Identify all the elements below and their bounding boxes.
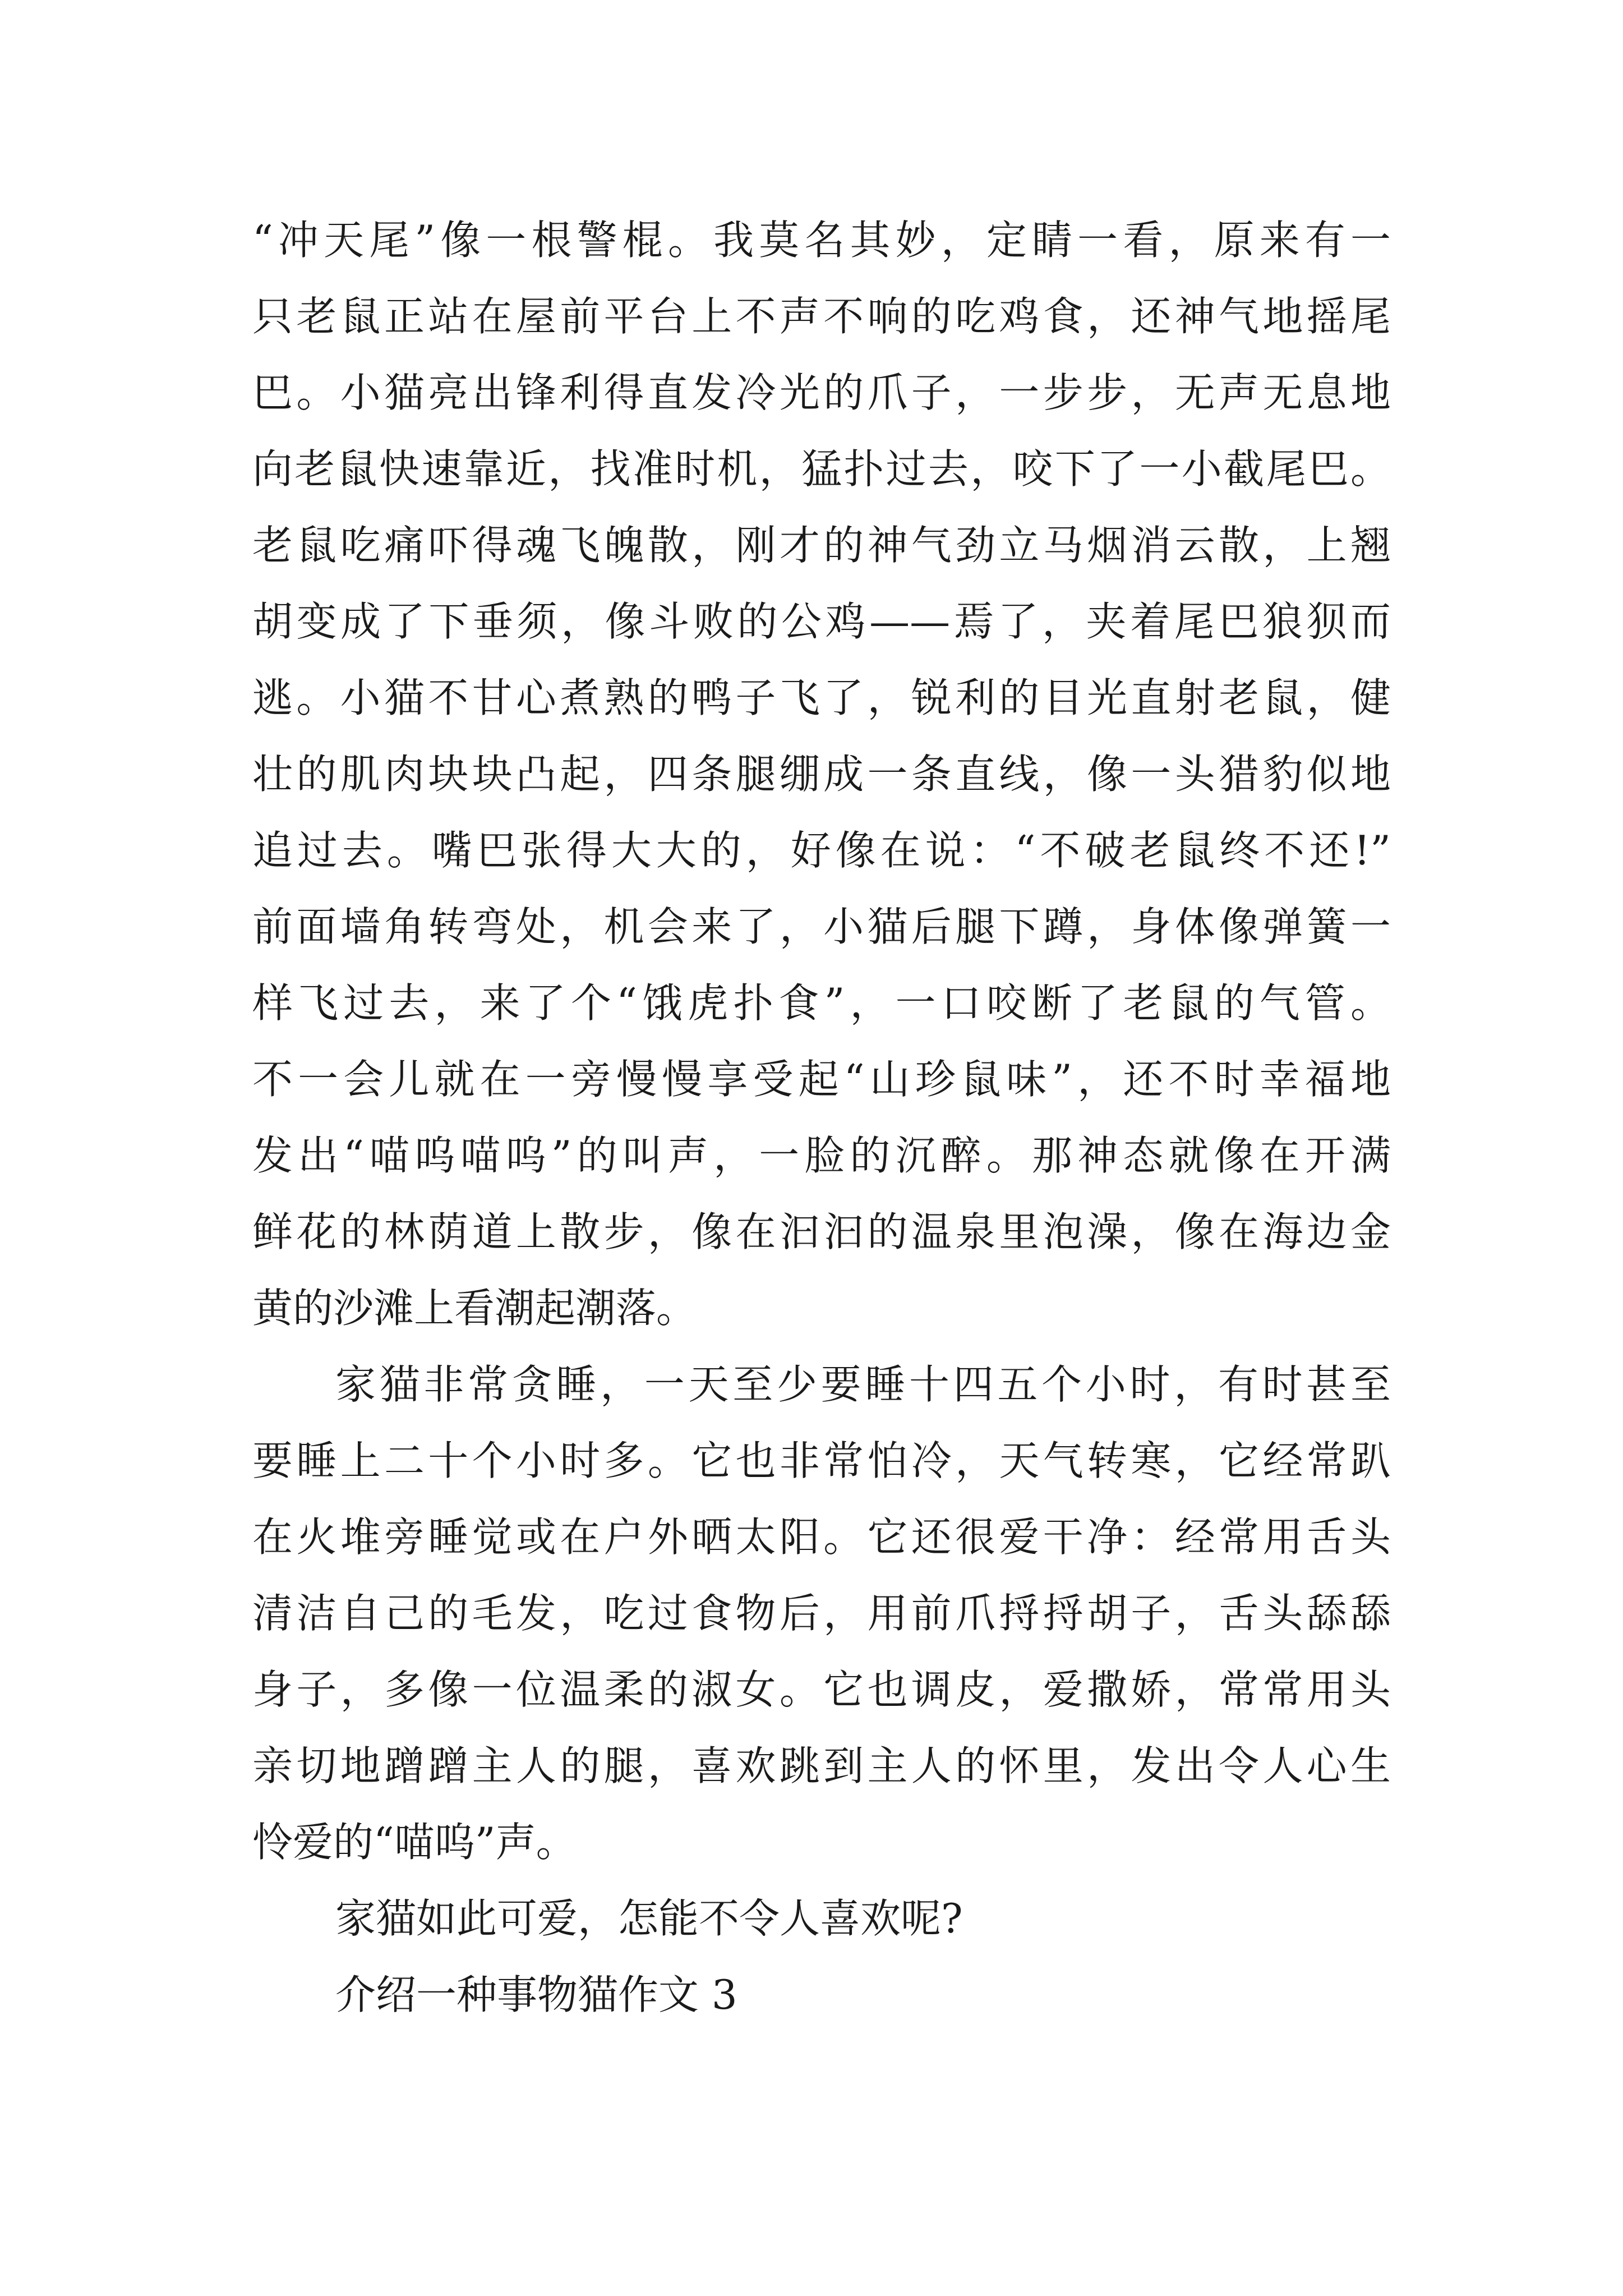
text-line: 在火堆旁睡觉或在户外晒太阳。它还很爱干净：经常用舌头 <box>252 1513 1391 1561</box>
paragraph-3 <box>252 1880 1391 1957</box>
text-line: 清洁自己的毛发，吃过食物后，用前爪捋捋胡子，舌头舔舔 <box>252 1590 1391 1637</box>
text-line: 黄的沙滩上看潮起潮落。 <box>252 1285 697 1332</box>
text-line: 发出“喵呜喵呜”的叫声，一脸的沉醉。那神态就像在开满 <box>252 1132 1391 1179</box>
text-line: 只老鼠正站在屋前平台上不声不响的吃鸡食，还神气地摇尾 <box>252 293 1391 340</box>
paragraph-2 <box>252 1346 1391 1880</box>
text-line: 样飞过去，来了个“饿虎扑食”，一口咬断了老鼠的气管。 <box>252 979 1391 1027</box>
text-line: 要睡上二十个小时多。它也非常怕冷，天气转寒，它经常趴 <box>252 1437 1391 1484</box>
heading-text: 介绍一种事物猫作文 3 <box>335 1971 737 2018</box>
text-line: 亲切地蹭蹭主人的腿，喜欢跳到主人的怀里，发出令人心生 <box>252 1742 1391 1789</box>
text-line: 家猫非常贪睡，一天至少要睡十四五个小时，有时甚至 <box>335 1361 1391 1408</box>
text-line: 家猫如此可爱，怎能不令人喜欢呢? <box>335 1895 963 1942</box>
text-line: 巴。小猫亮出锋利得直发冷光的爪子，一步步，无声无息地 <box>252 369 1391 416</box>
text-line: “冲天尾”像一根警棍。我莫名其妙，定睛一看，原来有一 <box>252 217 1391 264</box>
text-line: 前面墙角转弯处，机会来了，小猫后腿下蹲，身体像弹簧一 <box>252 903 1391 950</box>
text-line: 逃。小猫不甘心煮熟的鸭子飞了，锐利的目光直射老鼠，健 <box>252 674 1391 721</box>
text-line: 追过去。嘴巴张得大大的，好像在说：“不破老鼠终不还!” <box>252 827 1391 874</box>
text-line: 胡变成了下垂须，像斗败的公鸡——焉了，夹着尾巴狼狈而 <box>252 598 1391 645</box>
section-heading <box>252 1957 1391 2033</box>
text-line: 身子，多像一位温柔的淑女。它也调皮，爱撒娇，常常用头 <box>252 1666 1391 1713</box>
text-line: 不一会儿就在一旁慢慢享受起“山珍鼠味”，还不时幸福地 <box>252 1056 1391 1103</box>
text-line: 向老鼠快速靠近，找准时机，猛扑过去，咬下了一小截尾巴。 <box>252 445 1391 493</box>
text-line: 怜爱的“喵呜”声。 <box>252 1819 577 1866</box>
document-page <box>252 202 1391 2033</box>
text-line: 壮的肌肉块块凸起，四条腿绷成一条直线，像一头猎豹似地 <box>252 751 1391 798</box>
paragraph-1 <box>252 202 1391 1346</box>
text-line: 老鼠吃痛吓得魂飞魄散，刚才的神气劲立马烟消云散，上翘 <box>252 522 1391 569</box>
text-line: 鲜花的林荫道上散步，像在汩汩的温泉里泡澡，像在海边金 <box>252 1208 1391 1255</box>
